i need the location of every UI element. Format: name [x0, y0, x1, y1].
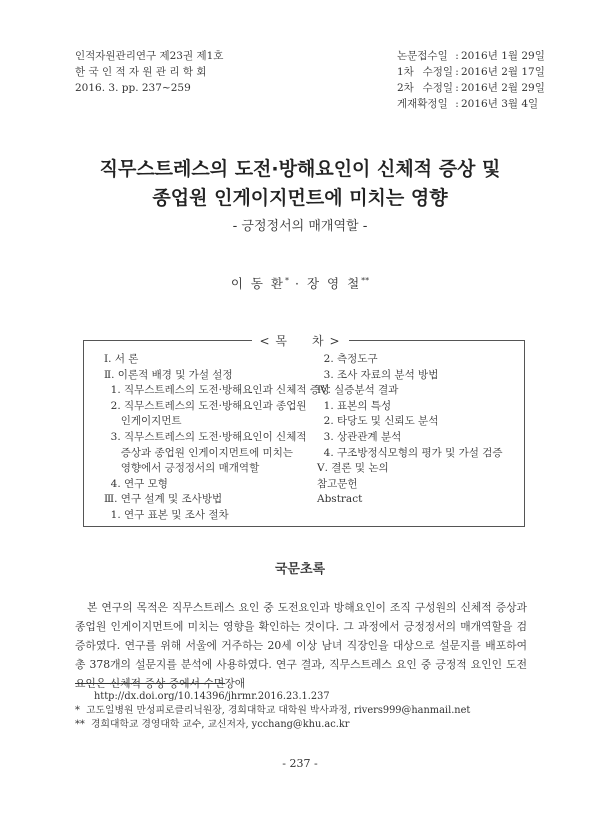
toc-right-column — [317, 352, 503, 508]
date-value: 2016년 1월 29일 — [461, 50, 545, 62]
abstract-text: 본 연구의 목적은 직무스트레스 요인 중 도전요인과 방해요인이 조직 구성원의 신체적 증상과 종업원 인게이지먼트에 미치는 영향을 확인하는 것이다. 그 과정에서 긍정정서의 매개역할을 검증하였다. 연구를 위해 서울에 거주하는 20세 이상 남녀 직장인을 대상으로 설문지를 배포하여 총 378개의 설문지를 분석에 사용하였다. 연구 결과, 직무스트레스 요인 중 긍정적 요인인 도전요인은 신체적 증상 중에서 수면장애 — [75, 601, 527, 690]
journal-info — [75, 48, 223, 96]
abstract-heading: 국문초록 — [274, 562, 326, 577]
date-label: 2차 수정일 — [397, 82, 453, 94]
paper-title-line2: 종업원 인게이지먼트에 미치는 영향 — [152, 187, 448, 209]
journal-pages: 2016. 3. pp. 237∼259 — [75, 82, 191, 94]
toc-item: 3. 직무스트레스의 도전·방해요인이 신체적 — [104, 430, 307, 443]
date-label: 게재확정일 — [397, 98, 448, 110]
toc-item: 3. 조사 자료의 분석 방법 — [317, 368, 439, 381]
authors — [0, 274, 600, 292]
toc-item: 2. 타당도 및 신뢰도 분석 — [317, 415, 439, 428]
footnote-doi: http://dx.doi.org/10.14396/jhrmr.2016.23.1.237 — [94, 691, 330, 702]
author-2-mark: ** — [361, 275, 370, 285]
footnote-rule — [75, 683, 225, 684]
paper-subtitle: - 긍정정서의 매개역할 - — [232, 219, 368, 234]
toc-item: 영향에서 긍정정서의 매개역할 — [104, 462, 260, 475]
date-value: 2016년 2월 17일 — [461, 66, 545, 78]
toc-item: 4. 연구 모형 — [104, 477, 168, 490]
date-row: 게재확정일 : 2016년 3월 4일 — [397, 96, 541, 112]
footnote-author-2: ** 경희대학교 경영대학 교수, 교신저자, ycchang@khu.ac.kr — [75, 719, 350, 730]
date-row: 2차 수정일 : 2016년 2월 29일 — [397, 82, 545, 94]
toc-item: Ⅳ. 실증분석 결과 — [317, 384, 399, 397]
toc-item: Abstract — [317, 493, 363, 506]
toc-item: Ⅰ. 서 론 — [104, 353, 139, 365]
toc-item: 1. 직무스트레스의 도전·방해요인과 신체적 증상 — [104, 384, 331, 397]
toc-item: 2. 직무스트레스의 도전·방해요인과 종업원 — [104, 399, 307, 412]
date-row: 1차 수정일 : 2016년 2월 17일 — [397, 66, 545, 78]
date-label: 논문접수일 — [397, 50, 448, 62]
toc-item: Ⅲ. 연구 설계 및 조사방법 — [104, 493, 223, 506]
toc-label-text: < 목 차 > — [252, 334, 349, 348]
toc-item: Ⅱ. 이론적 배경 및 가설 설정 — [104, 368, 233, 381]
date-label: 1차 수정일 — [397, 66, 453, 78]
author-2: 장 영 철 — [306, 276, 362, 291]
toc-label — [0, 330, 600, 349]
footnote-author-1: * 고도일병원 만성피로클리닉원장, 경희대학교 대학원 박사과정, rivers999@hanmail.net — [75, 705, 471, 716]
date-value: 2016년 2월 29일 — [461, 82, 545, 94]
toc-item: 1. 연구 표본 및 조사 절차 — [104, 508, 229, 521]
toc-item: 2. 측정도구 — [317, 353, 378, 365]
toc-item: 1. 표본의 특성 — [317, 399, 392, 412]
author-separator: · — [295, 276, 301, 291]
toc-item: Ⅴ. 결론 및 논의 — [317, 462, 389, 475]
journal-name: 인적자원관리연구 제23권 제1호 — [75, 50, 224, 62]
toc-item: 4. 구조방정식모형의 평가 및 가설 검증 — [317, 446, 503, 459]
publisher-name: 한 국 인 적 자 원 관 리 학 회 — [75, 66, 207, 78]
toc-left-column — [104, 352, 330, 524]
submission-dates — [397, 48, 545, 112]
author-1-mark: * — [285, 275, 290, 285]
author-1: 이 동 환 — [230, 276, 286, 291]
date-row: 논문접수일 : 2016년 1월 29일 — [397, 50, 545, 62]
toc-item: 인게이지먼트 — [104, 415, 182, 428]
toc-item: 3. 상관관계 분석 — [317, 430, 402, 443]
date-value: 2016년 3월 4일 — [461, 98, 539, 110]
toc-item: 참고문헌 — [317, 477, 358, 490]
page-number: - 237 - — [282, 757, 318, 770]
paper-title-line1: 직무스트레스의 도전·방해요인이 신체적 증상 및 — [99, 158, 501, 180]
toc-item: 증상과 종업원 인게이지먼트에 미치는 — [104, 446, 293, 459]
